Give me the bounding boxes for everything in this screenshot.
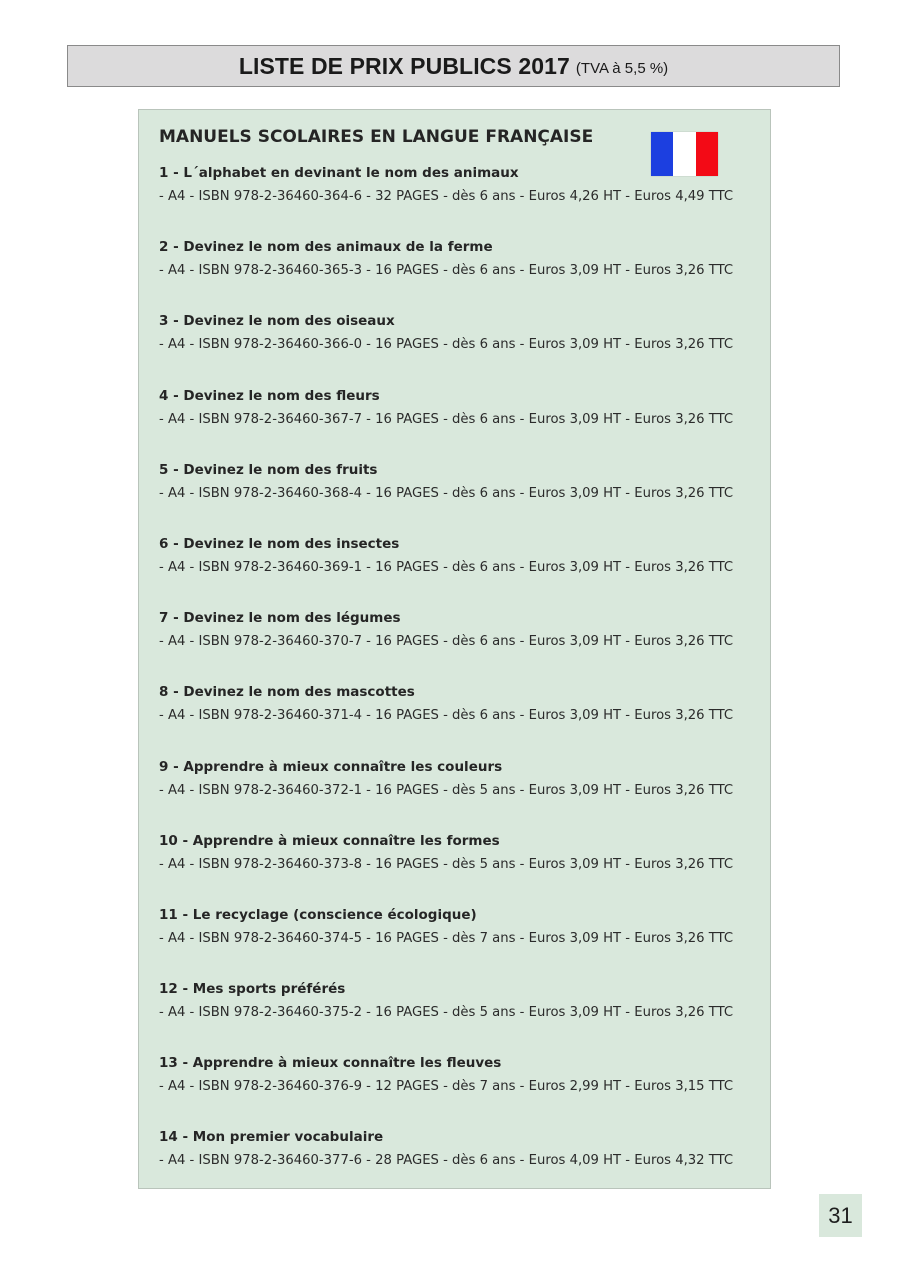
book-details: - A4 - ISBN 978-2-36460-367-7 - 16 PAGES - dès 6 ans - Euros 3,09 HT - Euros 3,26 TTC [159,411,734,427]
book-title: 11 - Le recyclage (conscience écologique) [159,906,477,923]
book-item [159,609,759,683]
book-item [159,906,759,980]
book-title: 4 - Devinez le nom des fleurs [159,387,380,404]
book-details: - A4 - ISBN 978-2-36460-370-7 - 16 PAGES - dès 6 ans - Euros 3,09 HT - Euros 3,26 TTC [159,634,734,650]
book-details: - A4 - ISBN 978-2-36460-375-2 - 16 PAGES - dès 5 ans - Euros 3,09 HT - Euros 3,26 TTC [159,1005,734,1021]
page-header [67,45,840,87]
book-item [159,164,759,238]
book-title: 3 - Devinez le nom des oiseaux [159,313,395,330]
book-details: - A4 - ISBN 978-2-36460-372-1 - 16 PAGES - dès 5 ans - Euros 3,09 HT - Euros 3,26 TTC [159,782,734,798]
book-title: 7 - Devinez le nom des légumes [159,610,401,627]
book-title: 5 - Devinez le nom des fruits [159,461,378,478]
book-item [159,461,759,535]
book-details: - A4 - ISBN 978-2-36460-366-0 - 16 PAGES - dès 6 ans - Euros 3,09 HT - Euros 3,26 TTC [159,337,734,353]
book-details: - A4 - ISBN 978-2-36460-376-9 - 12 PAGES - dès 7 ans - Euros 2,99 HT - Euros 3,15 TTC [159,1079,734,1095]
book-title: 8 - Devinez le nom des mascottes [159,684,415,701]
book-details: - A4 - ISBN 978-2-36460-364-6 - 32 PAGES - dès 6 ans - Euros 4,26 HT - Euros 4,49 TTC [159,189,734,204]
book-item [159,980,759,1054]
book-item [159,1128,759,1202]
book-item [159,683,759,757]
book-item [159,832,759,906]
book-item [159,238,759,312]
book-details: - A4 - ISBN 978-2-36460-373-8 - 16 PAGES - dès 5 ans - Euros 3,09 HT - Euros 3,26 TTC [159,856,734,872]
book-title: 12 - Mes sports préférés [159,981,346,998]
book-details: - A4 - ISBN 978-2-36460-377-6 - 28 PAGES - dès 6 ans - Euros 4,09 HT - Euros 4,32 TTC [159,1153,734,1169]
book-details: - A4 - ISBN 978-2-36460-374-5 - 16 PAGES - dès 7 ans - Euros 3,09 HT - Euros 3,26 TTC [159,930,734,946]
book-item [159,535,759,609]
book-title: 13 - Apprendre à mieux connaître les fleuves [159,1055,502,1072]
page-number: 31 [819,1194,862,1237]
book-details: - A4 - ISBN 978-2-36460-369-1 - 16 PAGES - dès 6 ans - Euros 3,09 HT - Euros 3,26 TTC [159,559,734,575]
book-details: - A4 - ISBN 978-2-36460-368-4 - 16 PAGES - dès 6 ans - Euros 3,09 HT - Euros 3,26 TTC [159,485,734,501]
book-title: 2 - Devinez le nom des animaux de la ferme [159,239,493,256]
book-item [159,387,759,461]
price-list-panel [138,109,771,1189]
book-title: 6 - Devinez le nom des insectes [159,535,400,552]
book-details: - A4 - ISBN 978-2-36460-365-3 - 16 PAGES - dès 6 ans - Euros 3,09 HT - Euros 3,26 TTC [159,263,734,279]
book-list [159,164,759,1203]
book-item [159,312,759,386]
book-details: - A4 - ISBN 978-2-36460-371-4 - 16 PAGES - dès 6 ans - Euros 3,09 HT - Euros 3,26 TTC [159,708,734,724]
page-title: LISTE DE PRIX PUBLICS 2017 [238,52,570,79]
book-title: 9 - Apprendre à mieux connaître les couleurs [159,758,503,775]
book-item [159,1054,759,1128]
book-title: 10 - Apprendre à mieux connaître les formes [159,832,500,849]
vat-note: (TVA à 5,5 %) [575,59,669,77]
book-title: 14 - Mon premier vocabulaire [159,1129,384,1146]
book-title: 1 - L´alphabet en devinant le nom des animaux [159,165,519,181]
section-title: MANUELS SCOLAIRES EN LANGUE FRANÇAISE [159,127,594,147]
book-item [159,758,759,832]
